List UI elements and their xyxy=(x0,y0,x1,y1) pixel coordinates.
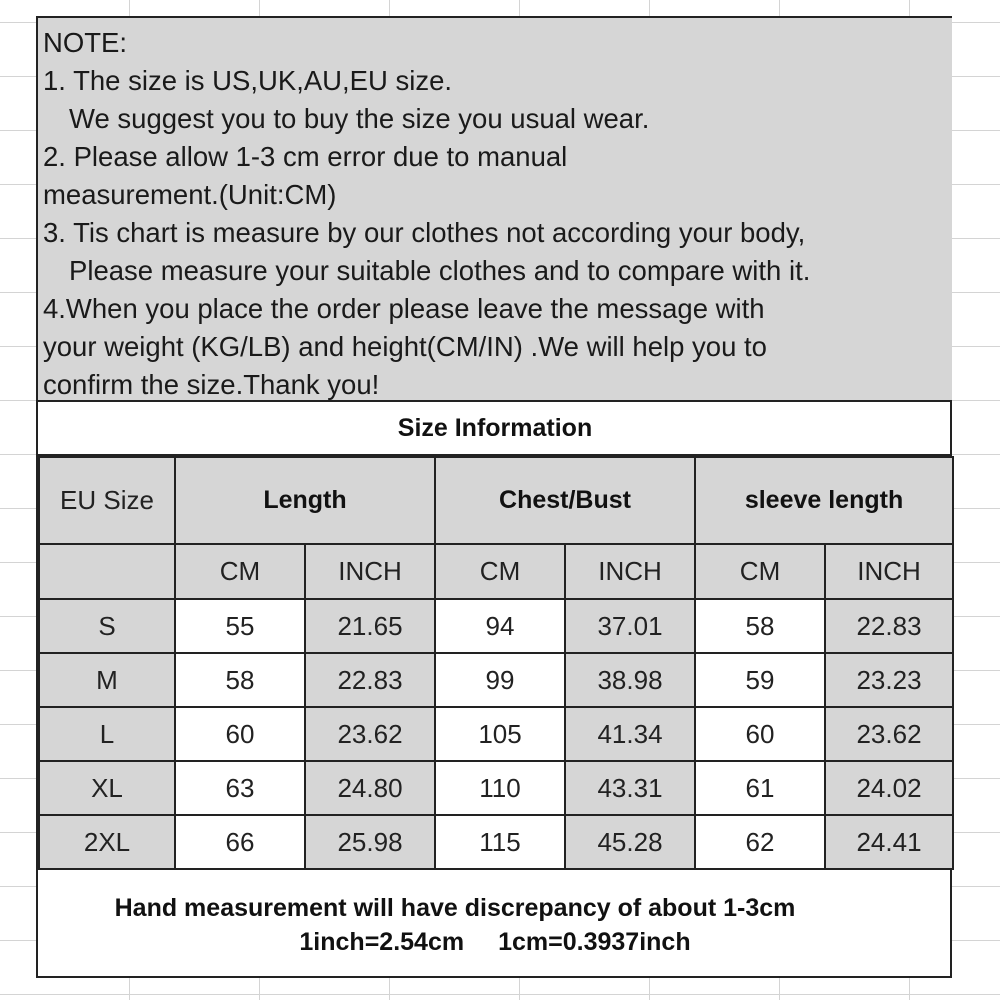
footer-note xyxy=(38,866,952,978)
table-row xyxy=(39,599,953,653)
value-cell: 59 xyxy=(695,653,825,707)
unit-row xyxy=(39,544,953,599)
value-cell: 60 xyxy=(695,707,825,761)
footer-cm-conversion: 1cm=0.3937inch xyxy=(498,928,691,956)
note-line: confirm the size.Thank you! xyxy=(43,369,380,400)
value-cell: 21.65 xyxy=(305,599,435,653)
unit-blank xyxy=(39,544,175,599)
footer-inch-conversion: 1inch=2.54cm xyxy=(299,928,465,956)
value-cell: 110 xyxy=(435,761,565,815)
value-cell: 22.83 xyxy=(825,599,953,653)
unit-cell: INCH xyxy=(305,544,435,599)
value-cell: 38.98 xyxy=(565,653,695,707)
note-box xyxy=(38,18,952,402)
value-cell: 37.01 xyxy=(565,599,695,653)
value-cell: 41.34 xyxy=(565,707,695,761)
value-cell: 23.23 xyxy=(825,653,953,707)
table-row xyxy=(39,653,953,707)
note-heading: NOTE: xyxy=(43,27,128,58)
value-cell: 105 xyxy=(435,707,565,761)
value-cell: 66 xyxy=(175,815,305,869)
value-cell: 58 xyxy=(695,599,825,653)
note-line: 4.When you place the order please leave the message with xyxy=(43,293,765,324)
size-cell: 2XL xyxy=(39,815,175,869)
unit-cell: CM xyxy=(175,544,305,599)
note-line: Please measure your suitable clothes and to compare with it. xyxy=(69,255,811,286)
value-cell: 24.80 xyxy=(305,761,435,815)
table-row xyxy=(39,815,953,869)
note-line: 1. The size is US,UK,AU,EU size. xyxy=(43,65,453,96)
size-cell: S xyxy=(39,599,175,653)
value-cell: 23.62 xyxy=(825,707,953,761)
table-row xyxy=(39,761,953,815)
note-line: 2. Please allow 1-3 cm error due to manual xyxy=(43,141,568,172)
header-eu-size: EU Size xyxy=(39,457,175,544)
note-line: your weight (KG/LB) and height(CM/IN) .We will help you to xyxy=(43,331,767,362)
value-cell: 99 xyxy=(435,653,565,707)
unit-cell: INCH xyxy=(565,544,695,599)
value-cell: 24.41 xyxy=(825,815,953,869)
header-sleeve-length: sleeve length xyxy=(695,457,953,544)
value-cell: 22.83 xyxy=(305,653,435,707)
size-cell: XL xyxy=(39,761,175,815)
value-cell: 25.98 xyxy=(305,815,435,869)
header-chest-bust: Chest/Bust xyxy=(435,457,695,544)
unit-cell: CM xyxy=(695,544,825,599)
table-row xyxy=(39,707,953,761)
note-line: We suggest you to buy the size you usual wear. xyxy=(69,103,650,134)
note-line: measurement.(Unit:CM) xyxy=(43,179,337,210)
value-cell: 24.02 xyxy=(825,761,953,815)
table-title: Size Information xyxy=(38,402,952,456)
header-row xyxy=(39,457,953,544)
value-cell: 60 xyxy=(175,707,305,761)
value-cell: 94 xyxy=(435,599,565,653)
value-cell: 23.62 xyxy=(305,707,435,761)
footer-discrepancy-text: Hand measurement will have discrepancy of about 1-3cm xyxy=(114,894,796,922)
value-cell: 55 xyxy=(175,599,305,653)
size-chart-frame xyxy=(36,16,952,978)
size-table xyxy=(38,456,954,870)
note-line: 3. Tis chart is measure by our clothes not according your body, xyxy=(43,217,806,248)
value-cell: 61 xyxy=(695,761,825,815)
value-cell: 63 xyxy=(175,761,305,815)
size-cell: M xyxy=(39,653,175,707)
size-cell: L xyxy=(39,707,175,761)
value-cell: 45.28 xyxy=(565,815,695,869)
value-cell: 115 xyxy=(435,815,565,869)
value-cell: 62 xyxy=(695,815,825,869)
header-length: Length xyxy=(175,457,435,544)
value-cell: 43.31 xyxy=(565,761,695,815)
value-cell: 58 xyxy=(175,653,305,707)
unit-cell: INCH xyxy=(825,544,953,599)
unit-cell: CM xyxy=(435,544,565,599)
